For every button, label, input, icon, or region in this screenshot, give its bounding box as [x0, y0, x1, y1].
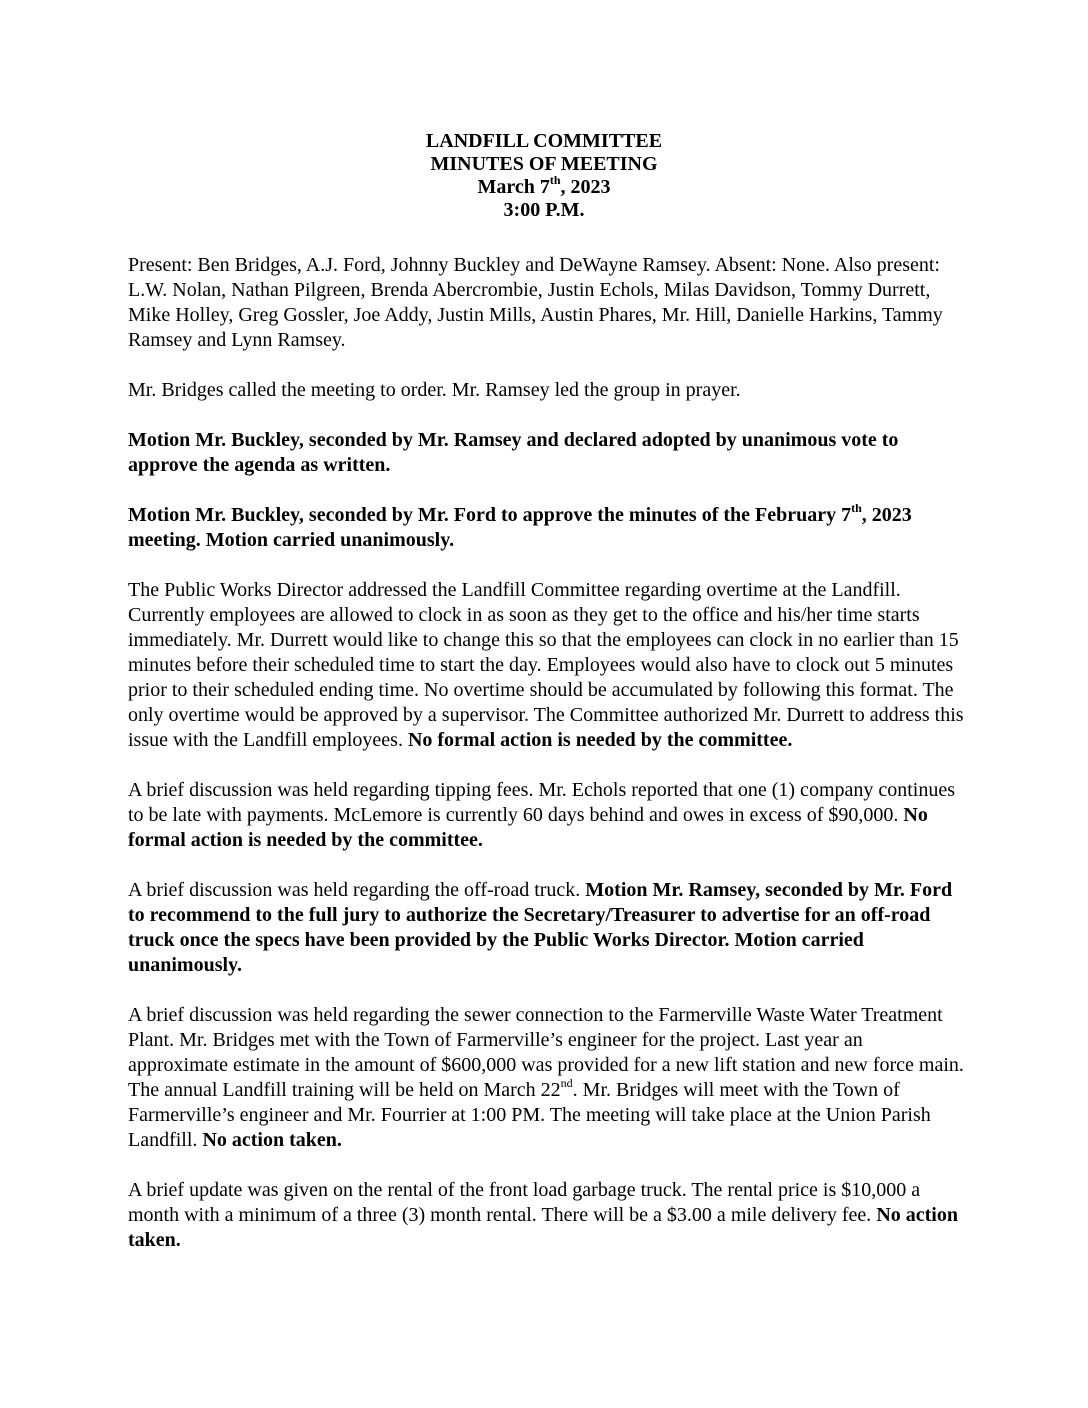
- document-header: [0, 130, 1088, 222]
- sewer-text-a: A brief discussion was held regarding the sewer connection to the Farmerville Waste Water Treatment Plant. Mr. Bridges met with the Town of Farmerville’s engineer for the project. Last year an approximate estimate in the amount of $600,000 was provided for a new lift station and new force main. The annual Landfill training will be held on March 22: [128, 1004, 964, 1101]
- rental-text: A brief update was given on the rental of the front load garbage truck. The rental price is $10,000 a month with a minimum of a three (3) month rental. There will be a $3.00 a mile delivery fee.: [128, 1179, 921, 1226]
- header-committee-title: LANDFILL COMMITTEE: [425, 130, 663, 152]
- sewer-text-b: . Mr. Bridges will meet with the Town of Farmerville’s engineer and Mr. Fourrier at 1:00 PM. The meeting will take place at the Union Parish Landfill.: [128, 1079, 931, 1151]
- call-to-order-paragraph: Mr. Bridges called the meeting to order. Mr. Ramsey led the group in prayer.: [128, 379, 741, 401]
- header-date-sup: th: [549, 173, 561, 188]
- attendance-paragraph: Present: Ben Bridges, A.J. Ford, Johnny Buckley and DeWayne Ramsey. Absent: None. Also present: L.W. Nolan, Nathan Pilgreen, Brenda Abercrombie, Justin Echols, Milas Davidson, Tommy Durrett, Mike Holley, Greg Gossler, Joe Addy, Justin Mills, Austin Phares, Mr. Hill, Danielle Harkins, Tammy Ramsey and Lynn Ramsey.: [128, 254, 943, 351]
- truck-text: A brief discussion was held regarding the off-road truck.: [128, 879, 586, 901]
- agenda-motion-paragraph: Motion Mr. Buckley, seconded by Mr. Ramsey and declared adopted by unanimous vote to approve the agenda as written.: [128, 429, 899, 476]
- minutes-approval-motion-paragraph: [128, 503, 966, 553]
- truck-motion: Motion Mr. Ramsey, seconded by Mr. Ford to recommend to the full jury to authorize the Secretary/Treasurer to advertise for an off-road truck once the specs have been provided by the Public Works Director. Motion carried unanimously.: [128, 879, 953, 976]
- tipping-text: A brief discussion was held regarding tipping fees. Mr. Echols reported that one (1) company continues to be late with payments. McLemore is currently 60 days behind and owes in excess of $90,000.: [128, 779, 956, 826]
- rental-action: No action taken.: [128, 1204, 958, 1251]
- minutes-motion-sup: th: [851, 501, 862, 516]
- tipping-action: No formal action is needed by the committee.: [128, 804, 928, 851]
- header-time: 3:00 P.M.: [503, 199, 585, 221]
- overtime-paragraph: [128, 578, 966, 753]
- header-date-suffix: , 2023: [560, 176, 611, 198]
- header-date-prefix: March 7: [477, 176, 550, 198]
- sewer-sup: nd: [560, 1076, 573, 1091]
- header-date: [0, 173, 1088, 199]
- truck-rental-paragraph: [128, 1178, 966, 1253]
- minutes-motion-text-b: , 2023 meeting. Motion carried unanimously.: [128, 504, 912, 551]
- tipping-fees-paragraph: [128, 778, 966, 853]
- minutes-body: [128, 253, 966, 1278]
- overtime-text: The Public Works Director addressed the Landfill Committee regarding overtime at the Landfill. Currently employees are allowed to clock in as soon as they get to the office and his/her time starts immediately. Mr. Durrett would like to change this so that the employees can clock in no earlier than 15 minutes before their scheduled time to start the day. Employees would also have to clock out 5 minutes prior to their scheduled ending time. No overtime should be accumulated by following this format. The only overtime would be approved by a supervisor. The Committee authorized Mr. Durrett to address this issue with the Landfill employees.: [128, 579, 964, 751]
- off-road-truck-paragraph: [128, 878, 966, 978]
- overtime-action: No formal action is needed by the committee.: [407, 729, 793, 751]
- header-minutes-title: MINUTES OF MEETING: [430, 153, 658, 175]
- sewer-connection-paragraph: [128, 1003, 966, 1153]
- minutes-motion-text-a: Motion Mr. Buckley, seconded by Mr. Ford to approve the minutes of the February 7: [128, 504, 852, 526]
- sewer-action: No action taken.: [202, 1129, 342, 1151]
